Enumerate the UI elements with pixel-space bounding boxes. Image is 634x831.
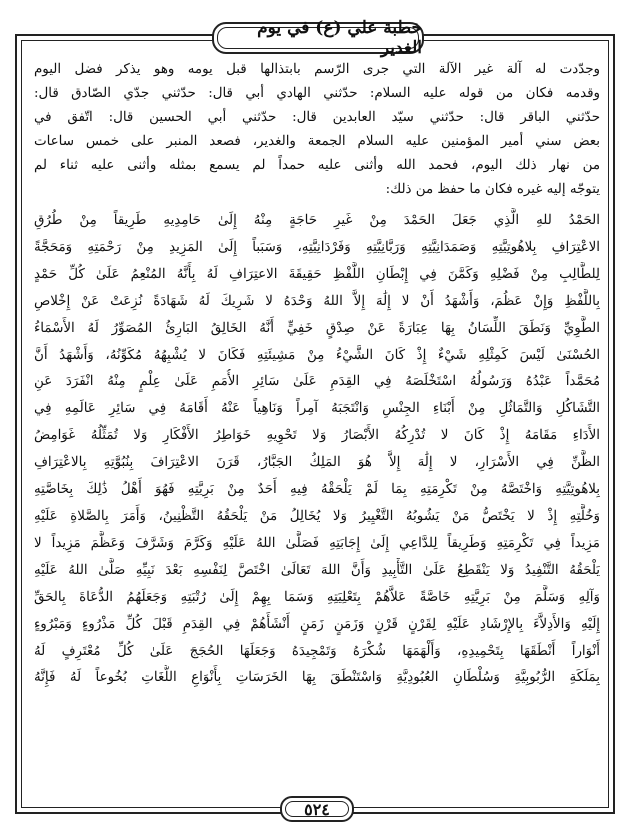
sermon-line: بِاللَّفْظِ وَإِنْ عَظُمَ، وَأَشْهَدُ أَنْ لا إِلَٰهَ إِلاَّ اللهُ وَحْدَهُ لا شَرِيكَ لَهُ شَهَادَةً نُزِعَتْ عَنْ إِخْلاصِ (34, 293, 600, 309)
sermon-line: التَّشَاكُلِ وَالتَّمَاثُلِ مِنْ أَبْنَاءِ الجِنْسِ وَانْتَجَبَهُ آمِراً وَنَاهِياً عَنْهُ أَقَامَهُ فِي سَائِرِ عَالَمِهِ فِي (34, 401, 600, 417)
sermon-line: أَنْوَاراً أَنْطَقَهَا بِتَحْمِيدِهِ، وَأَلْهَمَهَا شُكْرَهُ وَتَمْجِيدَهُ وَجَعَلَهَا الحُجَجَ عَلَىٰ كُلِّ مُعْتَرِفٍ لَهُ (34, 643, 600, 659)
sermon-line: الحَمْدُ للهِ الَّذِي جَعَلَ الحَمْدَ مِنْ غَيرِ حَاجَةٍ مِنْهُ إِلَىٰ حَامِدِيهِ طَرِيقاً مِنْ طُرُقِ (34, 213, 600, 228)
page-number: ٥٢٤ (304, 799, 330, 819)
sermon-line: الطَّوِيِّ وَنَطَقَ اللِّسَانُ بِهَا عِبَارَةً عَنْ صِدْقٍ خَفِيٍّ أَنَّهُ الخَالِقُ البَارِئُ المُصَوِّرُ لَهُ الأَسْمَاءُ (34, 320, 600, 336)
intro-paragraph (34, 58, 600, 202)
sermon-line: مَزِيداً فِي تَكْرِمَتِهِ وَطَرِيقاً لِلدَّاعِي إِلَىٰ إِجَابَتِهِ فَصَلَّىٰ اللهُ عَلَيْهِ وَكَرَّمَ وَشَرَّفَ وَعَظَّمَ مَزِيداً لا (34, 535, 600, 551)
sermon-line: لِلطَّالِبِ مِنْ فَضْلِهِ وَكَمَّنَ فِي إِبْطَانِ اللَّفْظِ حَقِيقَةَ الاعتِرَافِ لَهُ بِأَنَّهُ المُنْعِمُ عَلَىٰ كُلِّ حَمْدٍ (34, 266, 600, 282)
sermon-line: يَلْحَقُهُ التَّنْفِيدُ وَلا يَنْقَطِعُ عَلَىٰ التَّأْبِيدِ وَأَنَّ اللهَ تَعَالَىٰ اخْتَصَّ لِنَفْسِهِ بَعْدَ نَبِيِّهِ صَلَّىٰ اللهُ عَلَيْهِ (34, 562, 600, 578)
intro-line: من نهار ذلك اليوم، فحمد الله وأثنى عليه حمداً لم يسمع بمثله وأثنى عليه ثناء لم (34, 158, 600, 173)
intro-line: بعض سني أمير المؤمنين عليه السلام الجمعة والغدير، فصعد المنبر على خمس ساعات (34, 134, 600, 149)
title-cartouche (212, 18, 424, 58)
intro-line: وقدمه فكان من قوله عليه السلام: حدّثني الهادي أبي قال: حدّثني جدّي الصّادق قال: (34, 86, 600, 101)
intro-line: يتوجّه إليه غيره فكان ما حفظ من ذلك: (385, 182, 600, 197)
sermon-line: الاعْتِرَافِ بِلاهُوتِيَّتِهِ وَصَمَدَانِيَّتِهِ وَرَبَّانِيَّتِهِ وَفَرْدَانِيَّتِهِ، وَسَبَباً إِلَىٰ المَزِيدِ مِنْ رَحْمَتِهِ وَمَحَجَّةً (34, 239, 600, 255)
sermon-text (34, 208, 600, 692)
sermon-line: وَخُلَّتِهِ إِذْ لا يَخْتَصُّ مَنْ يَشُوبُهُ التَّغْيِيرُ وَلا يُخَالِلُ مَنْ يَلْحَقُهُ التَّظْنِينُ، وَأَمَرَ بِالصَّلاةِ عَلَيْهِ (34, 508, 600, 524)
sermon-line: الأَدَاءِ مَقَامَهُ إِذْ كَانَ لا تُدْرِكُهُ الأَبْصَارُ وَلا تَحْوِيهِ خَوَاطِرُ الأَفْكَارِ وَلا تُمَثِّلُهُ غَوَامِضُ (34, 428, 600, 444)
sermon-line: مُحَمَّداً عَبْدُهُ وَرَسُولُهُ اسْتَخْلَصَهُ فِي القِدَمِ عَلَىٰ سَائِرِ الأُمَمِ عَلَىٰ عِلْمٍ مِنْهُ انْفَرَدَ عَنِ (34, 374, 600, 390)
page-title: خطبة علي (ع) في يوم الغدير (257, 18, 422, 58)
sermon-line: إِلَيْهِ وَالأَدِلاَّءَ بِالإِرْشَادِ عَلَيْهِ لِقَرْنٍ قَرْنٍ وَزَمَنٍ زَمَنٍ أَنْشَأَهُمْ فِي القِدَمِ قَبْلَ كُلِّ مَذْرُوءٍ وَمَبْرُوءٍ (34, 616, 600, 632)
intro-line: حدّثني الباقر قال: حدّثني سيّد العابدين قال: حدّثني أبي الحسين قال: اتّفق في (34, 110, 600, 125)
sermon-line: الظَّنِّ فِي الأَسْرَارِ، لا إِلَٰهَ إِلاَّ هُوَ المَلِكُ الجَبَّارُ، قَرَنَ الاعْتِرَافَ بِنُبُوَّتِهِ بِالاعْتِرَافِ (34, 455, 600, 471)
sermon-line: بِلاهُوتِيَّتِهِ وَاخْتَصَّهُ مِنْ تَكْرِمَتِهِ بِمَا لَمْ يَلْحَقْهُ فِيهِ أَحَدٌ مِنْ بَرِيَّتِهِ فَهُوَ أَهْلُ ذَٰلِكَ بِخَاصَّتِهِ (34, 482, 600, 498)
intro-line: وجدّدت له آلة غير الآلة التي جرى الرّسم بابتذالها قبل يومه وهو يذكر فضل اليوم (34, 62, 600, 77)
sermon-line: بِمَلَكَةِ الرُّبُوبِيَّةِ وَسُلْطَانِ العُبُودِيَّةِ وَاسْتَنْطَقَ بِهَا الخَرَسَاتِ بِأَنْوَاعِ اللُّغَاتِ بُخُوعاً لَهُ فَإِنَّهُ (34, 670, 600, 686)
sermon-line: الحُسْنَىٰ لَيْسَ كَمِثْلِهِ شَيْءٌ إِذْ كَانَ الشَّيْءُ مِنْ مَشِيئَتِهِ فَكَانَ لا يُشْبِهُهُ مُكَوِّنُهُ، وَأَشْهَدُ أَنَّ (34, 347, 600, 363)
page-number-cartouche (280, 796, 354, 822)
sermon-line: وَآلِهِ وَسَلَّمَ مِنْ بَرِيَّتِهِ خَاصَّةً عَلاَّهُمْ بِتَعْلِيَتِهِ وَسَمَا بِهِمْ إِلَىٰ رُتْبَتِهِ وَجَعَلَهُمُ الدُّعَاةَ بِالحَقِّ (34, 589, 600, 605)
page-body (34, 58, 600, 788)
